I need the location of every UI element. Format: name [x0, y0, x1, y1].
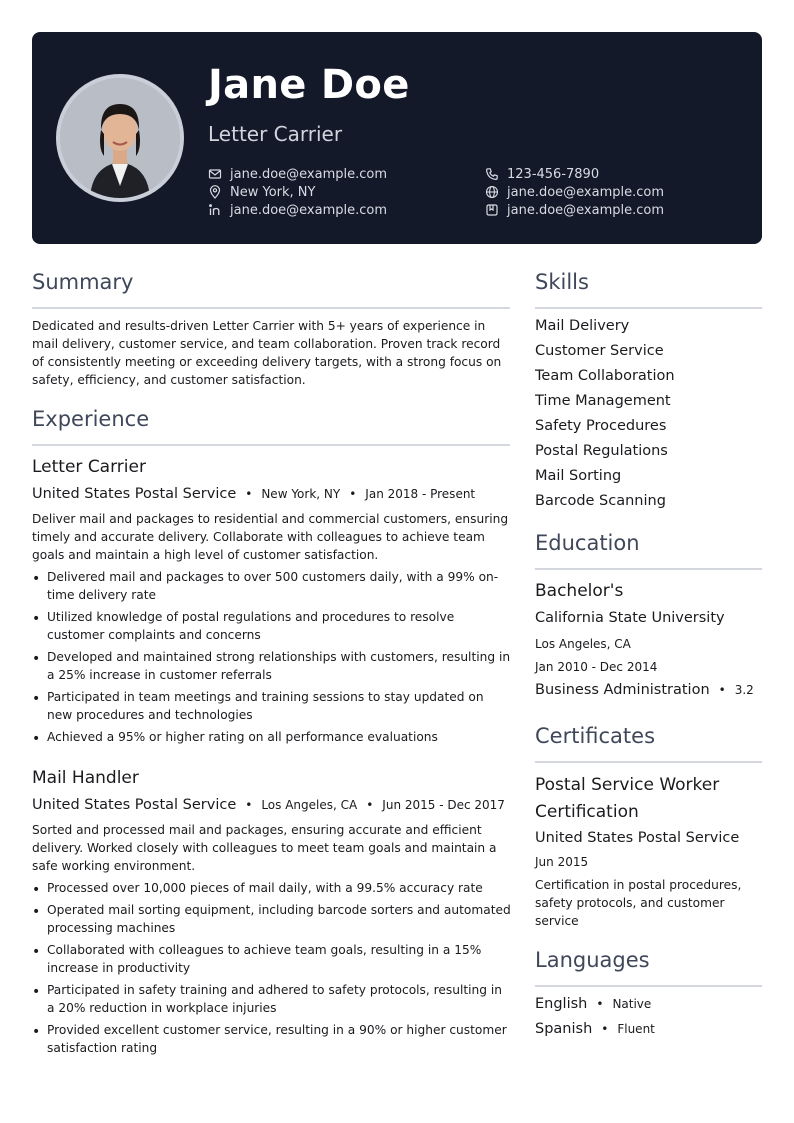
- list-item: • Delivered mail and packages to over 500 customers daily, with a 99% on-time delivery rate: [32, 568, 512, 604]
- skills-list: [535, 318, 675, 518]
- list-item: • Developed and maintained strong relationships with customers, resulting in a 25% increase in customer referrals: [32, 648, 512, 684]
- list-item: • Participated in safety training and adhered to safety protocols, resulting in a 20% reduction in workplace injuries: [32, 981, 512, 1017]
- separator-dot: •: [601, 1022, 609, 1036]
- skill-item: Mail Sorting: [535, 468, 622, 484]
- profile-photo: [56, 74, 184, 202]
- job-achievements: [32, 879, 512, 1061]
- list-item: • Processed over 10,000 pieces of mail daily, with a 99.5% accuracy rate: [32, 879, 512, 897]
- separator-dot: •: [349, 487, 357, 501]
- summary-text: Dedicated and results-driven Letter Carrier with 5+ years of experience in mail delivery, customer service, and team collaboration. Proven track record of consistently meeting or exceeding delivery targets, with a strong focus on safety, efficiency, and customer satisfaction.: [32, 319, 502, 387]
- skill-item: Safety Procedures: [535, 418, 667, 434]
- job-location: Los Angeles, CA: [261, 798, 358, 812]
- skill-item: Barcode Scanning: [535, 493, 666, 509]
- language-item: [535, 1021, 655, 1037]
- contact-location: New York, NY: [208, 183, 387, 201]
- certificates-heading: Certificates: [535, 724, 656, 748]
- bookmark-icon: [485, 203, 499, 217]
- education-field-row: [535, 682, 754, 698]
- mail-icon: [208, 167, 222, 181]
- location-pin-icon: [208, 185, 222, 199]
- skills-divider: [535, 307, 762, 309]
- list-item: • Provided excellent customer service, resulting in a 90% or higher customer satisfaction rating: [32, 1021, 512, 1057]
- contact-linkedin[interactable]: jane.doe@example.com: [208, 201, 387, 219]
- job-description: Deliver mail and packages to residential and commercial customers, ensuring timely and accurate delivery. Collaborate with colleagues to achieve team goals and maintain a high level of customer satisfaction.: [32, 512, 509, 562]
- separator-dot: •: [718, 683, 726, 697]
- globe-icon: [485, 185, 499, 199]
- job-company: United States Postal Service: [32, 797, 237, 813]
- job-dates: Jan 2018 - Present: [365, 487, 476, 501]
- certificate-description: Certification in postal procedures, safety protocols, and customer service: [535, 878, 742, 928]
- languages-heading: Languages: [535, 948, 650, 972]
- list-item: • Participated in team meetings and training sessions to stay updated on new procedures and technologies: [32, 688, 512, 724]
- skill-item: Time Management: [535, 393, 671, 409]
- skill-item: Postal Regulations: [535, 443, 668, 459]
- separator-dot: •: [366, 798, 374, 812]
- contact-column-left: [208, 165, 387, 219]
- education-degree: Bachelor's: [535, 581, 624, 601]
- contact-email[interactable]: jane.doe@example.com: [208, 165, 387, 183]
- linkedin-icon: [208, 203, 222, 217]
- contact-column-right: [485, 165, 664, 219]
- separator-dot: •: [245, 487, 253, 501]
- job-meta: [32, 797, 505, 813]
- resume-header: [32, 32, 762, 244]
- language-item: [535, 996, 651, 1012]
- skill-item: Mail Delivery: [535, 318, 630, 334]
- experience-heading: Experience: [32, 407, 150, 431]
- language-name: English: [535, 996, 588, 1012]
- language-level: Native: [612, 997, 652, 1011]
- list-item: • Utilized knowledge of postal regulations and procedures to resolve customer complaints and concerns: [32, 608, 512, 644]
- job-meta: [32, 486, 475, 502]
- education-gpa: 3.2: [734, 683, 754, 697]
- job-title: Letter Carrier: [32, 457, 146, 477]
- skill-item: Team Collaboration: [535, 368, 675, 384]
- job-description: Sorted and processed mail and packages, ensuring accurate and efficient delivery. Worked closely with colleagues to meet team goals and maintain a safe working environment.: [32, 823, 497, 873]
- separator-dot: •: [245, 798, 253, 812]
- skills-heading: Skills: [535, 270, 589, 294]
- education-heading: Education: [535, 531, 640, 555]
- certificate-issuer: United States Postal Service: [535, 830, 740, 846]
- certificate-date: Jun 2015: [535, 855, 589, 869]
- certificate-name: Postal Service Worker Certification: [535, 775, 720, 822]
- candidate-name: Jane Doe: [208, 62, 410, 108]
- summary-heading: Summary: [32, 270, 134, 294]
- job-title: Mail Handler: [32, 768, 139, 788]
- job-location: New York, NY: [261, 487, 341, 501]
- list-item: • Achieved a 95% or higher rating on all performance evaluations: [32, 728, 512, 746]
- job-company: United States Postal Service: [32, 486, 237, 502]
- contact-phone[interactable]: 123-456-7890: [485, 165, 664, 183]
- education-dates: Jan 2010 - Dec 2014: [535, 660, 658, 674]
- list-item: • Collaborated with colleagues to achieve team goals, resulting in a 15% increase in productivity: [32, 941, 512, 977]
- list-item: • Operated mail sorting equipment, including barcode sorters and automated processing machines: [32, 901, 512, 937]
- phone-icon: [485, 167, 499, 181]
- education-divider: [535, 568, 762, 570]
- education-location: Los Angeles, CA: [535, 637, 631, 651]
- education-school: California State University: [535, 610, 725, 626]
- summary-divider: [32, 307, 510, 309]
- language-name: Spanish: [535, 1021, 593, 1037]
- contact-portfolio[interactable]: jane.doe@example.com: [485, 201, 664, 219]
- job-dates: Jun 2015 - Dec 2017: [382, 798, 505, 812]
- experience-divider: [32, 444, 510, 446]
- certificates-divider: [535, 761, 762, 763]
- candidate-title: Letter Carrier: [208, 122, 343, 146]
- job-achievements: [32, 568, 512, 750]
- contact-website[interactable]: jane.doe@example.com: [485, 183, 664, 201]
- languages-divider: [535, 985, 762, 987]
- language-level: Fluent: [617, 1022, 655, 1036]
- separator-dot: •: [596, 997, 604, 1011]
- education-field: Business Administration: [535, 682, 710, 698]
- skill-item: Customer Service: [535, 343, 664, 359]
